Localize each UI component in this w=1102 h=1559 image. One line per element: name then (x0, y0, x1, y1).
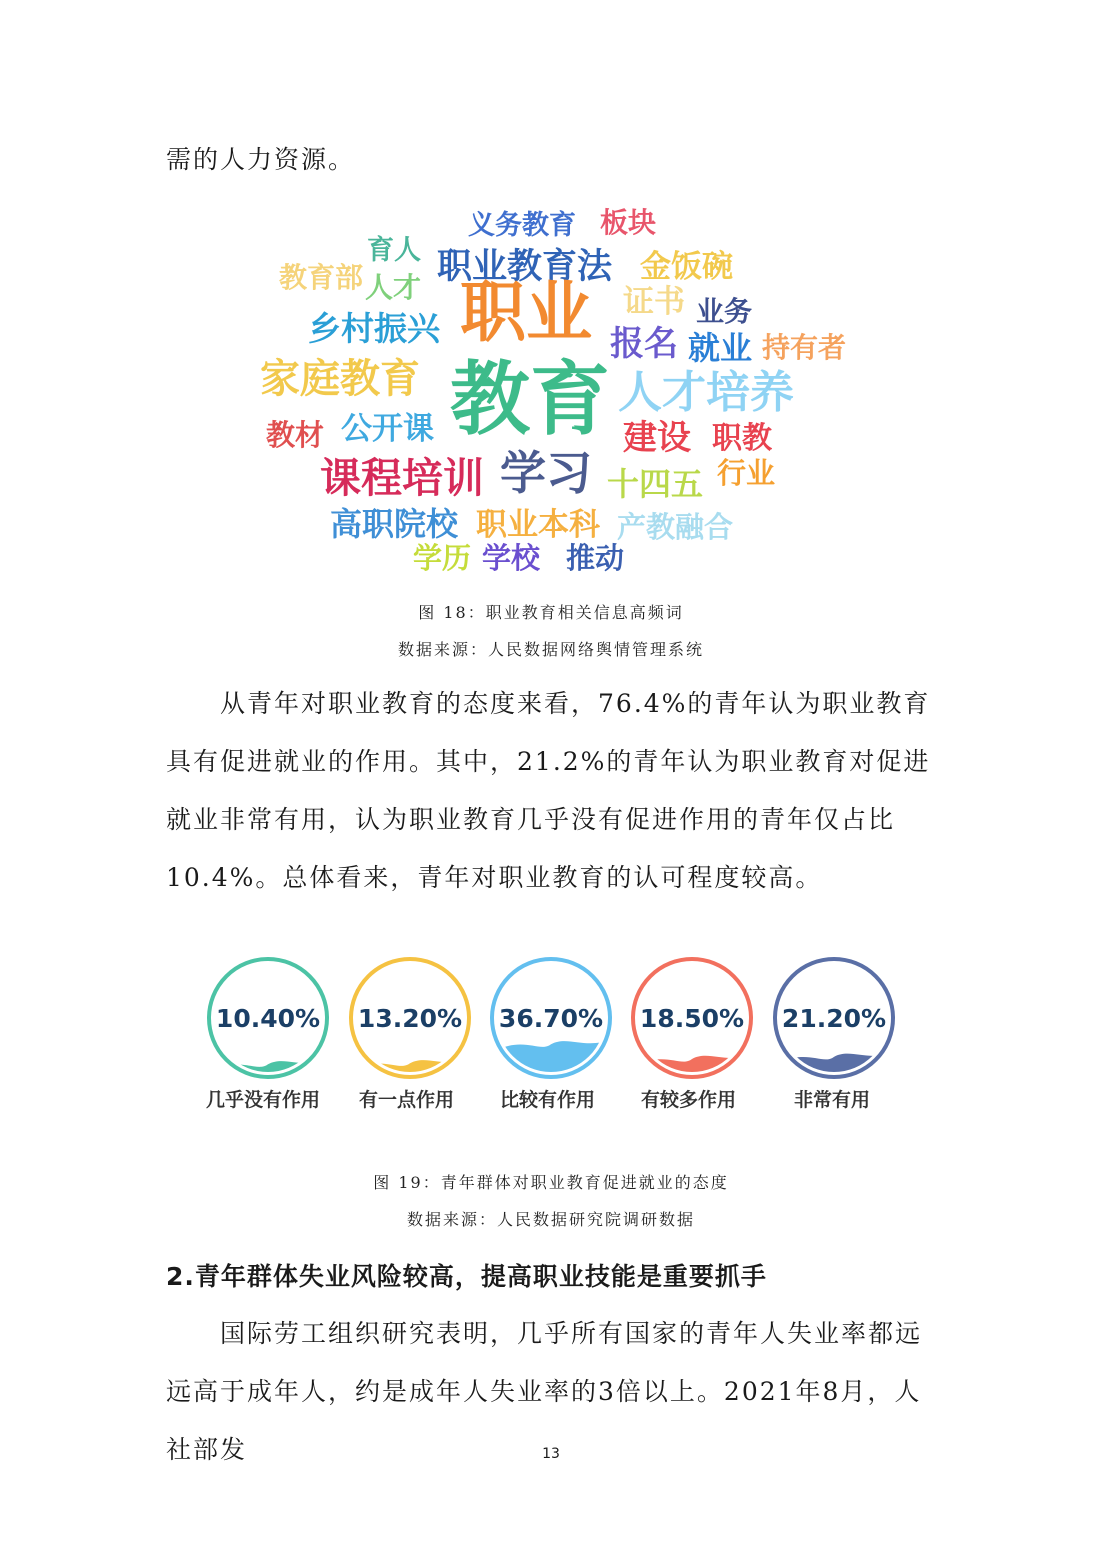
word-cloud-term: 教育部 (279, 261, 364, 294)
word-cloud-term: 推动 (566, 541, 625, 575)
word-cloud-term: 课程培训 (320, 454, 484, 502)
gauge-value: 18.50% (639, 1004, 745, 1033)
gauge-fill (360, 1042, 460, 1076)
word-cloud-term: 持有者 (762, 331, 847, 364)
gauge-circle (488, 955, 614, 1081)
word-cloud-term: 人才培养 (618, 367, 794, 418)
gauge-value: 10.40% (215, 1004, 321, 1033)
word-cloud-term: 就业 (688, 329, 753, 367)
figure-18-source: 数据来源：人民数据网络舆情管理系统 (397, 640, 704, 659)
word-cloud-term: 板块 (600, 206, 657, 239)
word-cloud-term: 报名 (610, 324, 678, 364)
word-cloud-term: 产教融合 (617, 510, 734, 544)
section-heading: 2.青年群体失业风险较高，提高职业技能是重要抓手 (166, 1262, 767, 1291)
gauge-label: 几乎没有作用 (206, 1089, 321, 1111)
word-cloud-term: 职业本科 (476, 507, 600, 543)
gauge-value: 13.20% (357, 1004, 463, 1033)
gauge-circle (629, 955, 755, 1081)
gauge-almost-useless (205, 955, 331, 1085)
gauge-fairly-useful (488, 955, 614, 1085)
word-cloud-term: 育人 (367, 235, 421, 266)
word-cloud-term: 行业 (717, 456, 776, 490)
paragraph-intro-tail: 需的人力资源。 (166, 145, 356, 174)
word-cloud-term: 建设 (623, 418, 691, 458)
figure-19-source: 数据来源：人民数据研究院调研数据 (406, 1210, 695, 1229)
gauge-fill (218, 1042, 318, 1076)
gauge-fill (642, 1042, 742, 1076)
gauge-label: 非常有用 (794, 1089, 871, 1111)
word-cloud-term: 义务教育 (468, 210, 576, 241)
word-cloud-term: 乡村振兴 (308, 309, 440, 348)
gauge-value: 21.20% (781, 1004, 887, 1033)
word-cloud-term: 金饭碗 (640, 249, 733, 285)
word-cloud-term: 学习 (500, 446, 592, 500)
gauge-label: 有较多作用 (641, 1089, 737, 1111)
gauge-value: 36.70% (498, 1004, 604, 1033)
word-cloud-term: 职业 (460, 274, 592, 351)
word-cloud-term: 学校 (482, 541, 541, 575)
word-cloud-term: 高职院校 (330, 505, 459, 543)
gauge-quite-useful (629, 955, 755, 1085)
gauge-label: 比较有作用 (500, 1089, 596, 1111)
word-cloud-term: 十四五 (607, 465, 704, 503)
word-cloud-term: 职业教育法 (437, 247, 613, 287)
gauge-fill (784, 1042, 884, 1076)
gauge-circle (205, 955, 331, 1081)
page-number: 13 (542, 1446, 560, 1462)
paragraph-unemployment: 国际劳工组织研究表明，几乎所有国家的青年人失业率都远远高于成年人，约是成年人失业率的3倍以上。2021年8月，人社部发 (166, 1319, 923, 1464)
gauge-fill (501, 1041, 601, 1076)
gauge-circle (347, 955, 473, 1081)
figure-18-caption: 图 18：职业教育相关信息高频词 (418, 603, 684, 622)
word-cloud-term: 业务 (696, 295, 753, 328)
word-cloud-term: 教材 (266, 418, 325, 452)
word-cloud-term: 教育 (450, 353, 610, 446)
word-cloud-term: 学历 (413, 541, 472, 575)
gauge-circle (771, 955, 897, 1081)
word-cloud-term: 人才 (365, 271, 422, 304)
word-cloud-figure (0, 0, 1102, 600)
figure-19-caption: 图 19：青年群体对职业教育促进就业的态度 (373, 1173, 729, 1192)
word-cloud-term: 证书 (623, 284, 685, 320)
word-cloud-term: 职教 (712, 421, 772, 456)
gauge-very-useful (771, 955, 897, 1085)
word-cloud-term: 公开课 (341, 411, 434, 447)
word-cloud-term: 家庭教育 (260, 356, 420, 402)
gauge-a-little-useful (347, 955, 473, 1085)
paragraph-attitude: 从青年对职业教育的态度来看，76.4%的青年认为职业教育具有促进就业的作用。其中，21.2%的青年认为职业教育对促进就业非常有用，认为职业教育几乎没有促进作用的青年仅占比10.4%。总体看来，青年对职业教育的认可程度较高。 (166, 689, 931, 892)
gauge-label: 有一点作用 (359, 1089, 455, 1111)
